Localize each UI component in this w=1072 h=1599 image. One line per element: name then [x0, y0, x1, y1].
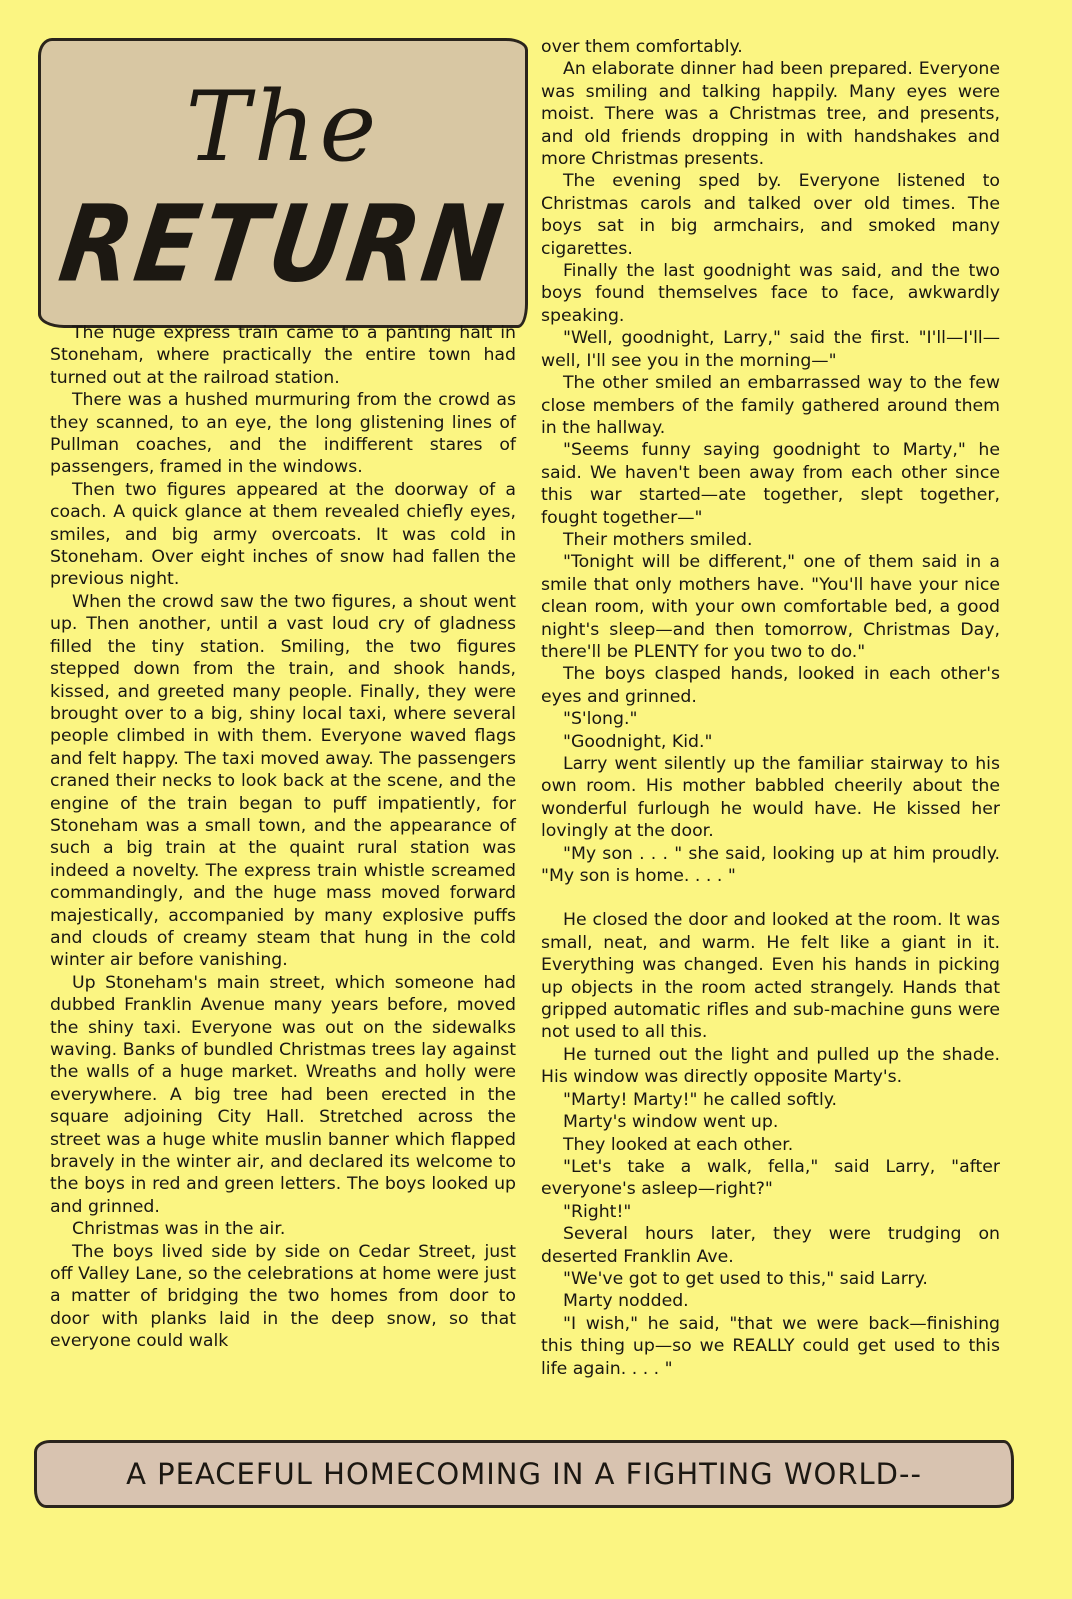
right-column — [541, 36, 1000, 1380]
paragraph: They looked at each other. — [563, 1134, 794, 1155]
paragraph: The evening sped by. Everyone listened to Christmas carols and talked over old times. The boys sat in big armchairs, and smoked many cigarettes. — [541, 171, 1000, 259]
paragraph: "We've got to get used to this," said Larry. — [563, 1268, 928, 1289]
paragraph: "Tonight will be different," one of them said in a smile that only mothers have. "You'll have your nice clean room, with your own comfortable bed, a good night's sleep—and then tomorrow, Christmas Day, there'll be PLENTY for you two to do." — [541, 552, 1000, 662]
paragraph: The huge express train came to a panting halt in Stoneham, where practically the entire town had turned out at the railroad station. — [50, 323, 516, 388]
paragraph: Then two figures appeared at the doorway of a coach. A quick glance at them revealed chiefly eyes, smiles, and big army overcoats. It was cold in Stoneham. Over eight inches of snow had fallen the previous night. — [50, 479, 516, 590]
paragraph: "Right!" — [563, 1201, 632, 1222]
paragraph: The boys lived side by side on Cedar Street, just off Valley Lane, so the celebrations at home were just a matter of bridging the two homes from door to door with planks laid in the deep snow, so that everyone could walk — [50, 1241, 516, 1352]
paragraph: Larry went silently up the familiar stairway to his own room. His mother babbled cheerily about the wonderful furlough he would have. He kissed her lovingly at the door. — [541, 754, 1000, 842]
paragraph: Marty's window went up. — [563, 1112, 779, 1133]
title-line-the: The — [185, 71, 381, 183]
caption-banner — [34, 1440, 1014, 1508]
paragraph: There was a hushed murmuring from the crowd as they scanned, to an eye, the long glistening lines of Pullman coaches, and the indifferent stares of passengers, framed in the windows. — [50, 390, 516, 478]
paragraph: "I wish," he said, "that we were back—finishing this thing up—so we REALLY could get used to this life again. . . . " — [541, 1313, 1000, 1379]
paragraph-continuation: over them comfortably. — [541, 37, 743, 57]
paragraph: When the crowd saw the two figures, a shout went up. Then another, until a vast loud cry of gladness filled the tiny station. Smiling, the two figures stepped down from the train, and shook hands, kissed, and greeted many people. Finally, they were brought over to a big, shiny local taxi, where several people climbed in with them. Everyone waved flags and felt happy. The taxi moved away. The passengers craned their necks to look back at the scene, and the engine of the train began to puff impatiently, for Stoneham was a small town, and the appearance of such a big train at the quaint rural station was indeed a novelty. The express train whistle screamed commandingly, and the huge mass moved forward majestically, accompanied by many explosive puffs and clouds of creamy steam that hung in the cold winter air before vanishing. — [50, 591, 516, 971]
paragraph: The other smiled an embarrassed way to the few close members of the family gathered around them in the hallway. — [541, 373, 1000, 438]
banner-text: A PEACEFUL HOMECOMING IN A FIGHTING WORLD-- — [126, 1457, 922, 1491]
paragraph: "S'long." — [563, 709, 638, 730]
paragraph: "Let's take a walk, fella," said Larry, "after everyone's asleep—right?" — [541, 1156, 1000, 1200]
paragraph: He closed the door and looked at the room. It was small, neat, and warm. He felt like a giant in it. Everything was changed. Even his hands in picking up objects in the room acted strangely. Hands that gripped automatic rifles and sub-machine guns were not used to all this. — [541, 910, 1000, 1043]
title-line-return: RETURN — [52, 182, 514, 307]
paragraph: He turned out the light and pulled up the shade. His window was directly opposite Marty's. — [541, 1044, 1000, 1088]
paragraph: "Well, goodnight, Larry," said the first. "I'll—I'll—well, I'll see you in the morning—" — [541, 328, 1000, 371]
paragraph: "Goodnight, Kid." — [563, 731, 713, 752]
paragraph: Their mothers smiled. — [563, 529, 753, 550]
paragraph: Marty nodded. — [563, 1291, 689, 1312]
paragraph: Finally the last goodnight was said, and the two boys found themselves face to face, awkwardly speaking. — [541, 261, 1000, 326]
paragraph: An elaborate dinner had been prepared. Everyone was smiling and talking happily. Many eyes were moist. There was a Christmas tree, and presents, and old friends dropping in with handshakes and more Christmas presents. — [541, 59, 1000, 170]
paragraph: The boys clasped hands, looked in each other's eyes and grinned. — [541, 664, 1000, 707]
paragraph: Several hours later, they were trudging on deserted Franklin Ave. — [541, 1224, 1000, 1267]
title-panel — [38, 38, 528, 328]
paragraph: "Marty! Marty!" he called softly. — [563, 1089, 838, 1110]
paragraph: "My son . . . " she said, looking up at him proudly. "My son is home. . . . " — [541, 843, 1000, 887]
paragraph: "Seems funny saying goodnight to Marty," he said. We haven't been away from each other since this war started—ate together, slept together, fought together—" — [541, 440, 1000, 528]
paragraph: Up Stoneham's main street, which someone had dubbed Franklin Avenue many years before, moved the shiny taxi. Everyone was out on the sidewalks waving. Banks of bundled Christmas trees lay against the walls of a huge market. Wreaths and holly were everywhere. A big tree had been erected in the square adjoining City Hall. Stretched across the street was a huge white muslin banner which flapped bravely in the winter air, and declared its welcome to the boys in red and green letters. The boys looked up and grinned. — [50, 972, 516, 1217]
left-column — [50, 322, 516, 1353]
paragraph: Christmas was in the air. — [72, 1219, 286, 1240]
